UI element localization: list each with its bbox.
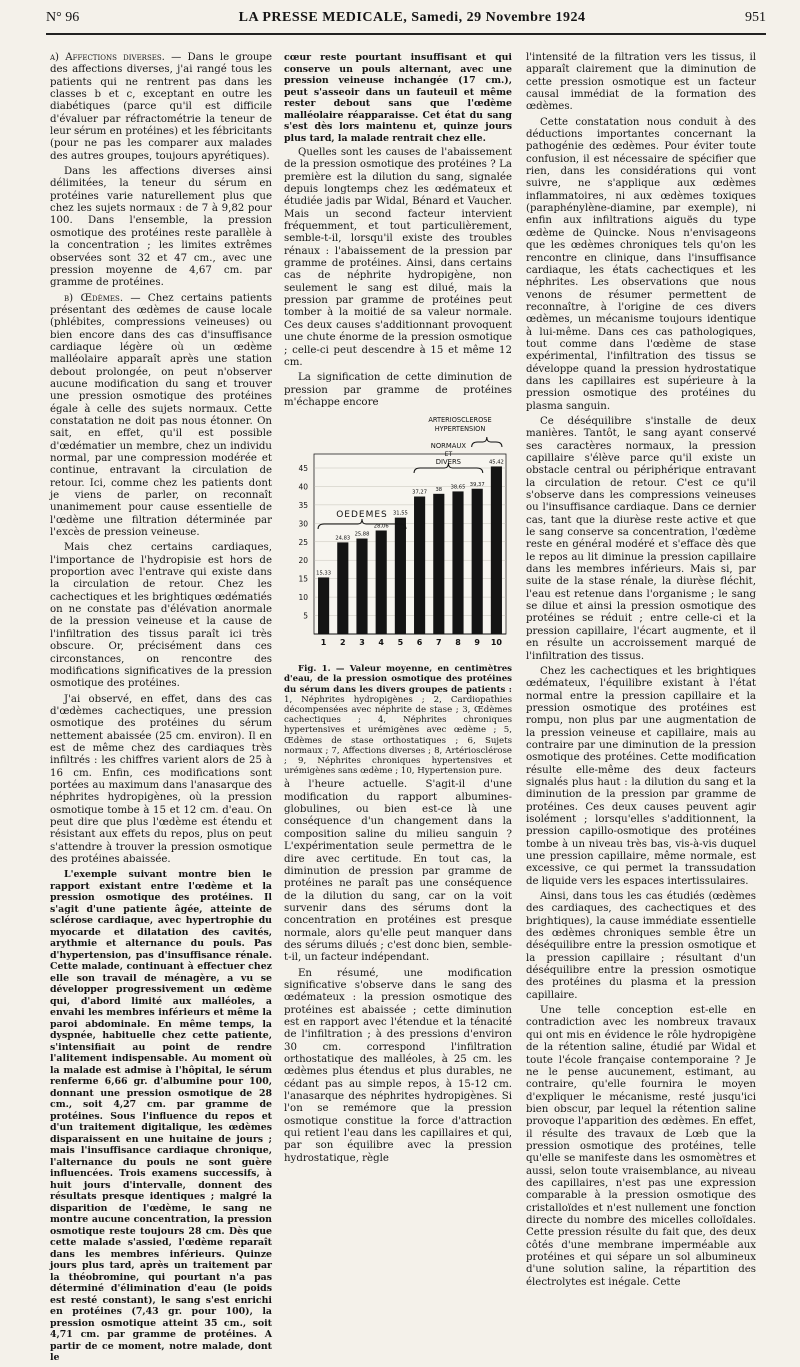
bar [452, 492, 463, 635]
y-tick-label: 10 [298, 593, 308, 603]
case-report-continued: cœur reste pourtant insuffisant et qui conserve un pouls alternant, avec une pression veineuse inchangée (17 cm.), peut s'asseoir dans un fauteuil et même rester debout sans que l'œdème malléolaire réapparaisse. Cet état du sang s'est dès lors maintenu et, quinze jours plus tard, la malade rentrait chez elle. [284, 52, 512, 144]
x-tick-label: 6 [416, 638, 423, 648]
issue-number: N° 96 [46, 10, 80, 25]
bar [491, 467, 502, 635]
bar [356, 539, 367, 634]
bar [414, 497, 425, 634]
paragraph: Cette constatation nous conduit à des déductions importantes concernant la pathogénie des œdèmes. Pour éviter toute confusion, il est nécessaire de spécifier que rien, dans les considérations qui vont suivre, ne s'applique aux œdèmes inflammatoires, ni aux œdèmes toxiques (paraphénylène-diamine, par exemple), ni enfin aux infiltrations aiguës du type œdème de Quincke. Nous n'envisageons que les œdèmes chroniques tels qu'on les rencontre en clinique, dans l'insuffisance cardiaque, les états cachectiques et les néphrites. Les observations que nous venons de résumer permettent de reconnaître, à l'origine de ces divers œdèmes, un mécanisme toujours identique à lui-même. Dans ces cas pathologiques, tout comme dans l'œdème de stase expérimental, l'infiltration des tissus se développe quand la pression hydrostatique dans les capillaires est supérieure à la pression osmotique des protéines du plasma sanguin. [526, 116, 756, 412]
y-tick-label: 30 [298, 519, 308, 529]
paragraph: a) Affections diverses. — Dans le groupe des affections diverses, j'ai rangé tous les patients qui ne rentrent pas dans les classes b et c, exceptant en outre les diabétiques (parce qu'il est difficile d'évaluer par réfractométrie la teneur de leur sérum en protéines) et les fébricitants (pour ne pas les comparer aux malades des autres groupes, toujours apyrétiques). [50, 52, 272, 162]
x-tick-label: 4 [378, 638, 384, 648]
paragraph: Une telle conception est-elle en contradiction avec les nombreux travaux qui ont mis en évidence le rôle hydropigène de la rétention saline, étudié par Widal et toute l'école française contemporaine ? Je ne le pense aucunement, estimant, au contraire, qu'elle fournira le moyen d'expliquer le mécanisme, resté jusqu'ici bien obscur, par lequel la rétention saline provoque l'apparition des œdèmes. En effet, il résulte des travaux de Lœb que la pression osmotique des protéines, telle qu'elle se manifeste dans les osmomètres et aussi, selon toute vraisemblance, au niveau des capillaires, n'est pas une expression comparable à la pression osmotique des cristalloïdes et n'est nullement une fonction directe du nombre des micelles colloïdales. Cette pression résulte du fait que, des deux côtés d'une membrane imperméable aux protéines et qui sépare un sol albumineux d'une solution saline, la répartition des électrolytes est inégale. Cette [526, 1005, 756, 1288]
y-tick-label: 20 [298, 556, 308, 566]
column-2 [284, 52, 512, 1168]
x-tick-label: 7 [436, 638, 442, 648]
group-label-oedemes: OEDEMES [336, 510, 388, 521]
bar [395, 518, 406, 634]
brace-arteriosclerose [472, 437, 502, 447]
paragraph: à l'heure actuelle. S'agit-il d'une modification du rapport albumines-globulines, ou bien est-ce là une conséquence d'un changement dans la composition saline du milieu sanguin ? L'expérimentation seule permettra de le dire avec certitude. En tout cas, la diminution de pression par gramme de protéines ne paraît pas une conséquence de la dilution du sang, car on la voit survenir dans des sérums dont la concentration en protéines est presque normale, alors qu'elle peut manquer dans des sérums dilués ; c'est donc bien, semble-t-il, un facteur indépendant. [284, 779, 512, 964]
paragraph: Quelles sont les causes de l'abaissement de la pression osmotique des protéines ? La première est la dilution du sang, signalée depuis longtemps chez les œdémateux et étudiée jadis par Widal, Bénard et Vaucher. Mais un second facteur intervient fréquemment, et tout particulièrement, semble-t-il, lorsqu'il existe des troubles rénaux : l'abaissement de la pression par gramme de protéines. Ainsi, dans certains cas de néphrite hydropigène, non seulement le sang est dilué, mais la pression par gramme de protéines peut tomber à la moitié de sa valeur normale. Ces deux causes s'additionnant provoquent une chute énorme de la pression osmotique ; celle-ci peut descendre à 15 et même 12 cm. [284, 147, 512, 368]
x-tick-label: 8 [455, 638, 461, 648]
data-label: 39,37 [469, 481, 485, 488]
data-label: 25,88 [354, 531, 370, 538]
bar-chart [284, 412, 512, 664]
case-report: L'exemple suivant montre bien le rapport existant entre l'œdème et la pression osmotique des protéines. Il s'agit d'une patiente âgée, atteinte de sclérose cardiaque, avec hypertrophie du myocarde et dilatation des cavités, arythmie et alternance du pouls. Pas d'hypertension, pas d'insuffisance rénale. Cette malade, continuant à effectuer chez elle son travail de ménagère, a vu se développer progressivement un œdème qui, d'abord limité aux malléoles, a envahi les membres inférieurs et même la paroi abdominale. En même temps, la dyspnée, habituelle chez cette patiente, s'intensifiait au point de rendre l'alitement indispensable. Au moment où la malade est admise à l'hôpital, le sérum renferme 6,66 gr. d'albumine pour 100, donnant une pression osmotique de 28 cm., soit 4,27 cm. par gramme de protéines. Sous l'influence du repos et d'un traitement digitalique, les œdèmes disparaissent en une huitaine de jours ; mais l'insuffisance cardiaque chronique, l'alternance du pouls ne sont guère influencées. Trois examens successifs, à huit jours d'intervalle, donnent des résultats presque identiques ; malgré la disparition de l'œdème, le sang ne montre aucune concentration, la pression osmotique reste toujours 28 cm. Dès que cette malade s'assied, l'œdème reparaît dans les membres inférieurs. Quinze jours plus tard, après un traitement par la théobromine, qui pourtant n'a pas déterminé d'élimination d'eau (le poids est resté constant), le sang s'est enrichi en protéines (7,43 gr. pour 100), la pression osmotique atteint 35 cm., soit 4,71 cm. par gramme de protéines. A partir de ce moment, notre malade, dont le [50, 869, 272, 1364]
y-tick-label: 35 [298, 501, 308, 511]
running-title: LA PRESSE MEDICALE, Samedi, 29 Novembre 1924 [238, 10, 586, 25]
paragraph: En résumé, une modification significative s'observe dans le sang des œdémateux : la pression osmotique des protéines est abaissée ; cette diminution est en rapport avec l'étendue et la ténacité de l'infiltration ; à des pressions d'environ 30 cm. correspond l'infiltration orthostatique des malléoles, à 25 cm. les œdèmes plus étendus et plus durables, ne cédant pas au simple repos, à 15-12 cm. l'anasarque des néphrites hydropigènes. Si l'on se remémore que la pression osmotique constitue la force d'attraction qui retient l'eau dans les capillaires et qui, par son équilibre avec la pression hydrostatique, règle [284, 967, 512, 1164]
y-tick-label: 25 [298, 537, 308, 547]
section-lead: a) Affections diverses. [50, 52, 165, 63]
caption-text: 1, Néphrites hydropigènes ; 2, Cardiopathies décompensées avec néphrite de stase ; 3, Œdèmes cachectiques ; 4, Néphrites chroniques hypertensives et urémigènes avec œdème ; 5, Œdèmes de stase orthostatiques ; 6, Sujets normaux ; 7, Affections diverses ; 8, Artériosclérose ; 9, Néphrites chroniques hypertensives et urémigènes sans œdème ; 10, Hypertension pure. [284, 694, 512, 777]
y-tick-label: 15 [298, 574, 308, 584]
group-label-hypertension: HYPERTENSION [434, 425, 486, 434]
paragraph: Ce déséquilibre s'installe de deux manières. Tantôt, le sang ayant conservé ses caractères normaux, la pression capillaire s'élève parce qu'il existe un obstacle central ou périphérique entravant la circulation de retour. C'est ce qu'il s'observe dans les compressions veineuses ou l'insuffisance cardiaque. Dans ce dernier cas, tant que la diurèse reste active et que le sang conserve sa concentration, l'œdème reste en général modéré et s'efface dès que le repos au lit diminue la pression capillaire dans les membres inférieurs. Mais si, par suite de la stase rénale, la diurèse fléchit, l'eau est retenue dans l'organisme ; le sang se dilue et ainsi la pression osmotique des protéines se réduit ; entre celle-ci et la pression capillaire, l'écart augmente, et il en résulte un accroissement marqué de l'infiltration des tissus. [526, 415, 756, 662]
group-label-et: ET [444, 451, 453, 459]
paragraph: Mais chez certains cardiaques, l'importance de l'hydropisie est hors de proportion avec l'entrave qui existe dans la circulation de retour. Chez les cachectiques et les brightiques œdématiés on ne constate pas d'élévation anormale de la pression veineuse et la cause de l'infiltration des tissus paraît ici très obscure. Or, précisément dans ces circonstances, on rencontre des modifications significatives de la pression osmotique des protéines. [50, 542, 272, 690]
data-label: 15,33 [316, 570, 332, 577]
x-tick-label: 1 [320, 638, 327, 648]
data-label: 31,55 [392, 510, 408, 517]
paragraph: J'ai observé, en effet, dans des cas d'œdèmes cachectiques, une pression osmotique des protéines du sérum nettement abaissée (25 cm. environ). Il en est de même chez des cardiaques très infiltrés : les chiffres varient alors de 25 à 16 cm. Enfin, ces modifications sont portées au maximum dans l'anasarque des néphrites hydropigènes, où la pression osmotique tombe à 15 et 12 cm. d'eau. On peut dire que plus l'œdème est étendu et résistant aux effets du repos, plus on peut s'attendre à trouver la pression osmotique des protéines abaissée. [50, 693, 272, 865]
data-label: 24,83 [335, 535, 351, 542]
bar [433, 494, 444, 634]
page-number: 951 [744, 10, 766, 25]
paragraph: Chez les cachectiques et les brightiques œdémateux, l'équilibre existant à l'état normal entre la pression capillaire et la pression osmotique des protéines est rompu, non plus par une augmentation de la pression veineuse et capillaire, mais au contraire par une diminution de la pression osmotique des protéines. Cette modification résulte elle-même des deux facteurs signalés plus haut : la dilution du sang et la diminution de la pression par gramme de protéines. Ces deux causes peuvent agir isolément ; lorsqu'elles s'additionnent, la pression capillo-osmotique des protéines tombe à un niveau très bas, vis-à-vis duquel une pression capillaire, même normale, est excessive, ce qui permet la transsudation de liquide vers les espaces intertissulaires. [526, 665, 756, 887]
paragraph: Dans les affections diverses ainsi délimitées, la teneur du sérum en protéines varie naturellement plus que chez les sujets normaux : de 7 à 9,82 pour 100. Dans l'ensemble, la pression osmotique des protéines reste parallèle à la concentration ; les limites extrêmes observées sont 32 et 47 cm., avec une pression moyenne de 4,67 cm. par gramme de protéines. [50, 166, 272, 289]
paragraph: Ainsi, dans tous les cas étudiés (œdèmes des cardiaques, des cachectiques et des brightiques), la cause immédiate essentielle des œdèmes chroniques semble être un déséquilibre entre la pression osmotique et la pression capillaire ; résultant d'un déséquilibre entre la pression osmotique des protéines du plasma et la pression capillaire. [526, 891, 756, 1001]
group-label-normaux: NORMAUX [430, 442, 467, 451]
data-label: 38,65 [450, 484, 466, 491]
x-tick-label: 2 [340, 638, 346, 648]
group-label-arteriosclerose: ARTERIOSCLEROSE [428, 416, 492, 425]
x-tick-label: 3 [359, 638, 365, 648]
bar [337, 543, 348, 635]
section-lead: b) Œdèmes. [64, 292, 124, 304]
data-label: 38 [435, 487, 443, 494]
paragraph: La signification de cette diminution de pression par gramme de protéines m'échappe encore [284, 372, 512, 408]
paragraph: l'intensité de la filtration vers les tissus, il apparaît clairement que la diminution de cette pression osmotique est un facteur causal immédiat de la formation des œdèmes. [526, 52, 756, 113]
bar [376, 531, 387, 635]
paragraph: b) Œdèmes. — Chez certains patients présentant des œdèmes de cause locale (phlébites, compressions veineuses) ou bien encore dans des cas d'insuffisance cardiaque légère où un œdème malléolaire apparaît après une station debout prolongée, on peut n'observer aucune modification du sang et trouver une pression osmotique des protéines égale à celle des sujets normaux. Cette constatation ne doit pas nous étonner. On sait, en effet, qu'il est possible d'œdématier un membre, chez un individu normal, par une compression modérée et continue, entravant la circulation de retour. Ici, comme chez les patients dont je viens de parler, on reconnaît unanimement pour cause essentielle de l'œdème une filtration déterminée par l'excès de pression veineuse. [50, 292, 272, 539]
caption-lead: Fig. 1. — Valeur moyenne, en centimètres d'eau, de la pression osmotique des protéines du sérum dans les divers groupes de patients : [284, 664, 512, 695]
data-label: 45,42 [488, 459, 504, 466]
y-tick-label: 40 [298, 482, 308, 492]
issue-date: Samedi, 29 Novembre 1924 [411, 10, 586, 25]
figure-caption [284, 664, 512, 776]
x-tick-label: 5 [397, 638, 404, 648]
y-tick-label: 45 [298, 464, 308, 474]
y-tick-label: 5 [303, 611, 308, 621]
x-tick-label: 9 [474, 638, 480, 648]
data-label: 28,06 [373, 523, 389, 530]
figure-1 [284, 412, 512, 664]
header-rule [46, 33, 766, 35]
data-label: 37,27 [412, 489, 428, 496]
journal-name: LA PRESSE MEDICALE [238, 10, 404, 25]
group-label-divers: DIVERS [435, 458, 462, 467]
column-1 [50, 52, 272, 1367]
bar [472, 489, 483, 634]
x-tick-label: 10 [490, 638, 502, 648]
page-header [46, 4, 766, 32]
column-3 [526, 52, 756, 1292]
bar [318, 578, 329, 635]
